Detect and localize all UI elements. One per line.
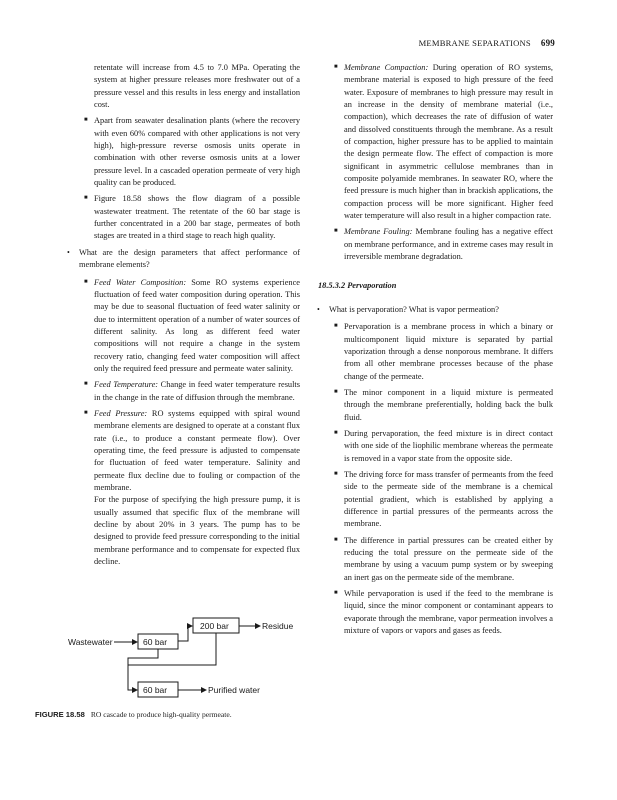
bullet-icon: ■	[84, 278, 88, 285]
figure-label: FIGURE 18.58	[35, 710, 85, 719]
retentate1-arrow	[178, 626, 192, 641]
list-item	[68, 115, 300, 189]
page-number: 699	[540, 38, 555, 48]
bullet-icon: ■	[334, 323, 338, 330]
list-item-text: Apart from seawater desalination plants (where the recovery with even 60% compared with other applications is not very high), high-pressure reverse osmosis units operate in combination with other reverse osmosis units at a lower pressure level. In a cascaded operation permeate of very high quality can be produced.	[94, 116, 300, 188]
parameter-item	[318, 62, 553, 222]
section-heading: 18.5.3.2 Pervaporation	[318, 280, 397, 290]
bullet-icon: •	[67, 247, 70, 257]
bullet-icon: ■	[84, 381, 88, 388]
list-item-text: During pervaporation, the feed mixture is in direct contact with one side of the liophilic membrane whereas the permeate is removed in a vapor state from the opposite side.	[344, 428, 553, 463]
parameter-text: Membrane fouling has a negative effect on membrane performance, and in extreme cases may result in irreversible membrane degradation.	[344, 227, 553, 262]
running-header	[419, 38, 555, 48]
permeate1-arrow	[128, 649, 158, 690]
question-item	[318, 304, 553, 316]
wastewater-label: Wastewater	[68, 637, 113, 647]
bullet-icon: ■	[334, 470, 338, 477]
list-item-text: The minor component in a liquid mixture is permeated through the membrane preferentially, holding back the bulk fluid.	[344, 387, 553, 422]
parameter-item	[68, 379, 300, 404]
figure-caption-text: RO cascade to produce high-quality permeate.	[90, 710, 232, 719]
list-item	[318, 387, 553, 424]
bullet-icon: ■	[334, 388, 338, 395]
bullet-icon: ■	[334, 536, 338, 543]
bullet-icon: ■	[334, 228, 338, 235]
bullet-icon: ■	[334, 64, 338, 70]
list-item	[68, 193, 300, 242]
bullet-icon: ■	[334, 590, 338, 597]
bullet-icon: ■	[84, 195, 88, 202]
right-column	[318, 62, 553, 641]
list-item	[318, 588, 553, 637]
figure-caption	[35, 710, 232, 719]
parameter-text: Some RO systems experience fluctuation of feed water composition during operation. This may be due to seasonal fluctuation of feed water salinity or due to intermittent operation of a number of water sources of different salinity. As long as different feed water compositions will not require a change in the system recovery ratio, changing feed water composition will affect only the required feed pressure and permeate water salinity.	[94, 277, 300, 373]
list-item-text: While pervaporation is used if the feed to the membrane is liquid, since the minor component or contaminant appears to evaporate through the membrane, vapor permeation involves a mixture of vapors or vapors and gases as feeds.	[344, 589, 553, 636]
stage3-label: 60 bar	[143, 685, 168, 695]
parameter-item	[68, 277, 300, 376]
left-column	[68, 62, 300, 572]
parameter-text: RO systems equipped with spiral wound membrane elements are designed to operate at a constant flux rate (i.e., to produce a constant permeate flow). Over operating time, the feed pressure is adjusted to compensate for fluctuation of feed water temperature. Salinity and permeate flux decline due to fouling or compaction of the membrane.	[94, 408, 300, 492]
parameter-text: Change in feed water temperature results in the change in the rate of diffusion through the membrane.	[94, 380, 300, 402]
parameter-item	[68, 408, 300, 494]
parameter-item	[318, 226, 553, 263]
purified-label: Purified water	[208, 685, 260, 695]
parameter-term: Membrane Compaction:	[344, 63, 429, 72]
stage1-label: 60 bar	[143, 637, 168, 647]
list-item-text: The difference in partial pressures can be created either by reducing the total pressure on the permeate side of the membrane by using a vacuum pump system or by sweeping an inert gas on the permeate side of the membrane.	[344, 535, 553, 582]
parameter-term: Feed Pressure:	[94, 408, 148, 418]
list-item	[318, 469, 553, 531]
question-text: What is pervaporation? What is vapor permeation?	[329, 304, 499, 314]
question-text: What are the design parameters that affect performance of membrane elements?	[79, 247, 300, 270]
stage2-label: 200 bar	[200, 621, 229, 631]
bullet-icon: •	[317, 304, 320, 314]
pump-paragraph: For the purpose of specifying the high pressure pump, it is usually assumed that specific flux of the membrane will decline by about 20% in 3 years. The pump has to be designed to provide feed pressure corresponding to the initial membrane performance and to compensate for expected flux decline.	[94, 495, 300, 567]
question-item	[68, 247, 300, 272]
list-item-text: Pervaporation is a membrane process in which a binary or multicomponent liquid mixture is separated by partial vaporization through a dense nonporous membrane. It differs from all other membrane processes because of the phase change of the permeate.	[344, 322, 553, 381]
ro-cascade-diagram	[68, 610, 308, 710]
list-item-text: Figure 18.58 shows the flow diagram of a possible wastewater treatment. The retentate of the 60 bar stage is further concentrated in a 200 bar stage, permeates of both stages are treated in a third stage to reach high quality.	[94, 194, 300, 241]
list-item-text: The driving force for mass transfer of permeants from the feed side to the permeate side of the membrane is a chemical potential gradient, which is established by applying a difference in partial pressures of the permeants across the membrane.	[344, 469, 553, 529]
parameter-term: Feed Temperature:	[94, 380, 159, 390]
running-title: MEMBRANE SEPARATIONS	[418, 38, 531, 48]
list-item	[318, 535, 553, 584]
bullet-icon: ■	[334, 429, 338, 436]
parameter-term: Feed Water Composition:	[94, 277, 187, 287]
bullet-icon: ■	[84, 117, 88, 124]
list-item	[318, 321, 553, 383]
list-item	[318, 428, 553, 465]
intro-paragraph: retentate will increase from 4.5 to 7.0 MPa. Operating the system at higher pressure releases more freshwater out of a pressure vessel and this results in less energy and installation cost.	[94, 63, 300, 110]
parameter-term: Membrane Fouling:	[344, 227, 413, 237]
residue-label: Residue	[262, 621, 294, 631]
bullet-icon: ■	[84, 409, 88, 416]
parameter-text: During operation of RO systems, membrane material is exposed to high pressure of the feed water. Exposure of membranes to high pressure may result in an increase in the density of membrane material (i.e., compaction), which decreases the rate of diffusion of water and dissolved constituents through the membrane. As a result of compaction, higher pressure has to be applied to maintain the design permeate flow. The effect of compaction is more significant in asymmetric cellulose membranes than in composite polyamide membranes. In seawater RO, where the feed pressure is much higher than in brackish applications, the compaction process will be more significant. Higher feed water temperature will also result in a higher compaction rate.	[344, 63, 553, 221]
